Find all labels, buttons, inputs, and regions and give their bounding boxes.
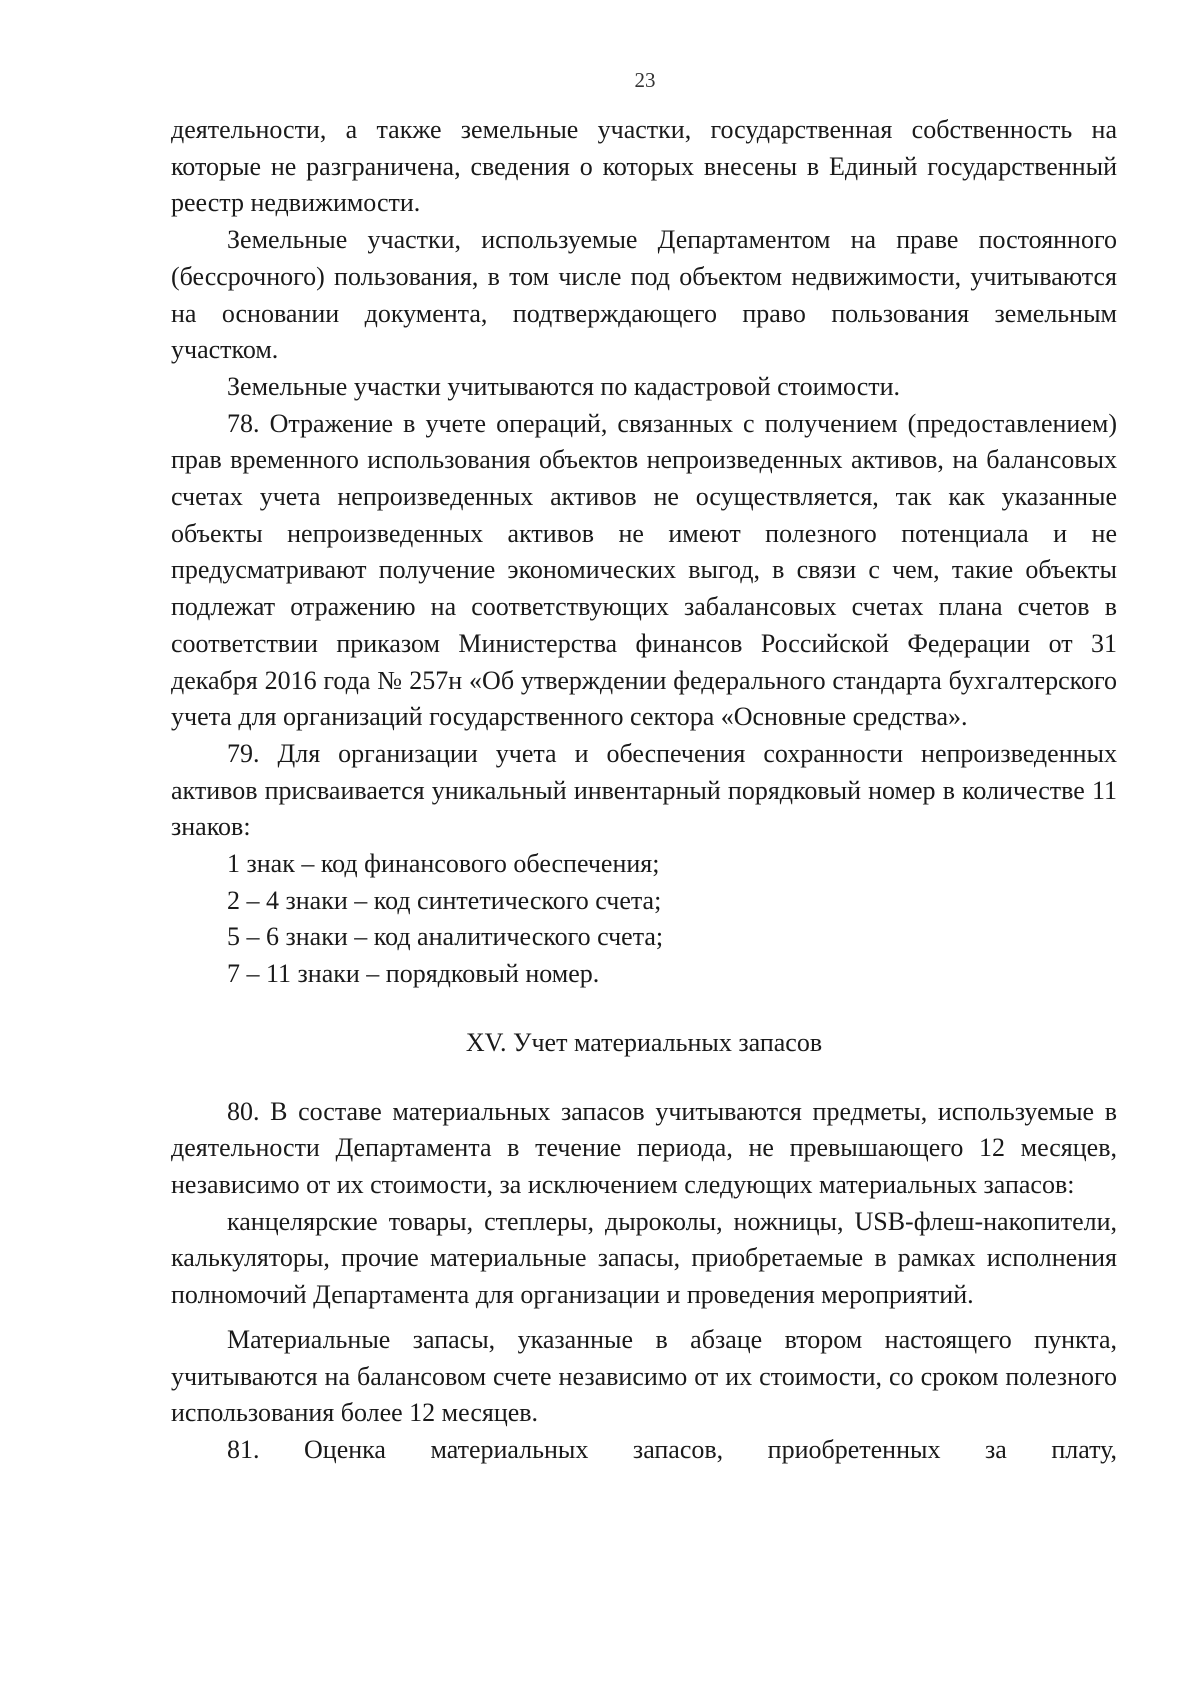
- list-item: 1 знак – код финансового обеспечения;: [227, 849, 660, 879]
- list-item: 5 – 6 знаки – код аналитического счета;: [227, 922, 664, 952]
- paragraph-land-permanent-use: Земельные участки, используемые Департаментом на праве постоянного (бессрочного) пользования, в том числе под объектом недвижимости, учитываются на основании документа, подтверждающего право пользования земельным участком.: [171, 225, 1117, 365]
- paragraph-land-continuation: деятельности, а также земельные участки, государственная собственность на которые не разграничена, сведения о которых внесены в Единый государственный реестр недвижимости.: [171, 115, 1117, 218]
- paragraph-item-81: 81. Оценка материальных запасов, приобретенных за плату,: [227, 1434, 1117, 1464]
- paragraph-item-79: 79. Для организации учета и обеспечения сохранности непроизведенных активов присваивается уникальный инвентарный порядковый номер в количестве 11 знаков:: [171, 738, 1117, 842]
- paragraph-balance-accounting: Материальные запасы, указанные в абзаце втором настоящего пункта, учитываются на балансовом счете независимо от их стоимости, со сроком полезного использования более 12 месяцев.: [171, 1324, 1117, 1428]
- paragraph-item-80: 80. В составе материальных запасов учитываются предметы, используемые в деятельности Департамента в течение периода, не превышающего 12 месяцев, независимо от их стоимости, за исключением следующих материальных запасов:: [171, 1096, 1117, 1199]
- section-heading: XV. Учет материальных запасов: [465, 1027, 823, 1057]
- list-item: 7 – 11 знаки – порядковый номер.: [227, 959, 600, 989]
- page-number: 23: [634, 68, 656, 92]
- paragraph-item-78: 78. Отражение в учете операций, связанных с получением (предоставлением) прав временного использования объектов непроизведенных активов, на балансовых счетах учета непроизведенных активов не осуществляется, так как указанные объекты непроизведенных активов не имеют полезного потенциала и не предусматривают получение экономических выгод, в связи с чем, такие объекты подлежат отражению на соответствующих забалансовых счетах плана счетов в соответствии приказом Министерства финансов Российской Федерации от 31 декабря 2016 года № 257н «Об утверждении федерального стандарта бухгалтерского учета для организаций государственного сектора «Основные средства».: [171, 408, 1117, 732]
- inventory-code-list: [171, 846, 1117, 993]
- paragraph-stationery-exceptions: канцелярские товары, степлеры, дыроколы, ножницы, USB-флеш-накопители, калькуляторы, прочие материальные запасы, приобретаемые в рамках исполнения полномочий Департамента для организации и проведения мероприятий.: [171, 1206, 1117, 1310]
- document-body: [171, 112, 1117, 1469]
- paragraph-cadastral-value: Земельные участки учитываются по кадастровой стоимости.: [227, 371, 901, 401]
- list-item: 2 – 4 знаки – код синтетического счета;: [227, 885, 662, 915]
